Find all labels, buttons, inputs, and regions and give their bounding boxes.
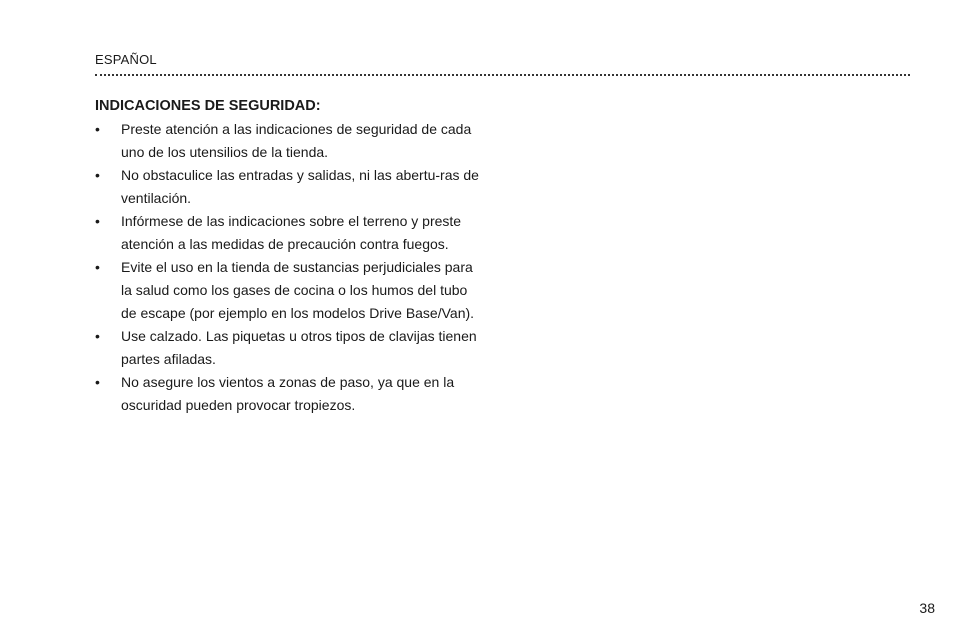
- bullet-icon: •: [95, 259, 100, 275]
- list-item: [95, 164, 495, 210]
- bullet-icon: •: [95, 213, 100, 229]
- page-number: 38: [919, 600, 935, 616]
- section-title: INDICACIONES DE SEGURIDAD:: [95, 98, 321, 114]
- bullet-icon: •: [95, 328, 100, 344]
- dotted-divider: [95, 74, 910, 76]
- bullet-icon: •: [95, 121, 100, 137]
- language-label: ESPAÑOL: [95, 52, 157, 67]
- list-item-text: Evite el uso en la tienda de sustancias perjudiciales para la salud como los gases de cocina o los humos del tubo de escape (por ejemplo en los modelos Drive Base/Van).: [121, 259, 475, 321]
- list-item: [95, 256, 495, 325]
- bullet-icon: •: [95, 374, 100, 390]
- list-item: [95, 371, 495, 417]
- list-item: [95, 325, 495, 371]
- list-item-text: No obstaculice las entradas y salidas, ni las abertu-ras de ventilación.: [121, 167, 479, 206]
- safety-section: [95, 96, 495, 417]
- list-item-text: Infórmese de las indicaciones sobre el terreno y preste atención a las medidas de precaución contra fuegos.: [121, 213, 462, 252]
- list-item: [95, 210, 495, 256]
- safety-bullet-list: [95, 118, 495, 417]
- list-item-text: No asegure los vientos a zonas de paso, ya que en la oscuridad pueden provocar tropiezos.: [121, 374, 455, 413]
- bullet-icon: •: [95, 167, 100, 183]
- list-item-text: Preste atención a las indicaciones de seguridad de cada uno de los utensilios de la tienda.: [121, 121, 472, 160]
- list-item: [95, 118, 495, 164]
- list-item-text: Use calzado. Las piquetas u otros tipos de clavijas tienen partes afiladas.: [121, 328, 477, 367]
